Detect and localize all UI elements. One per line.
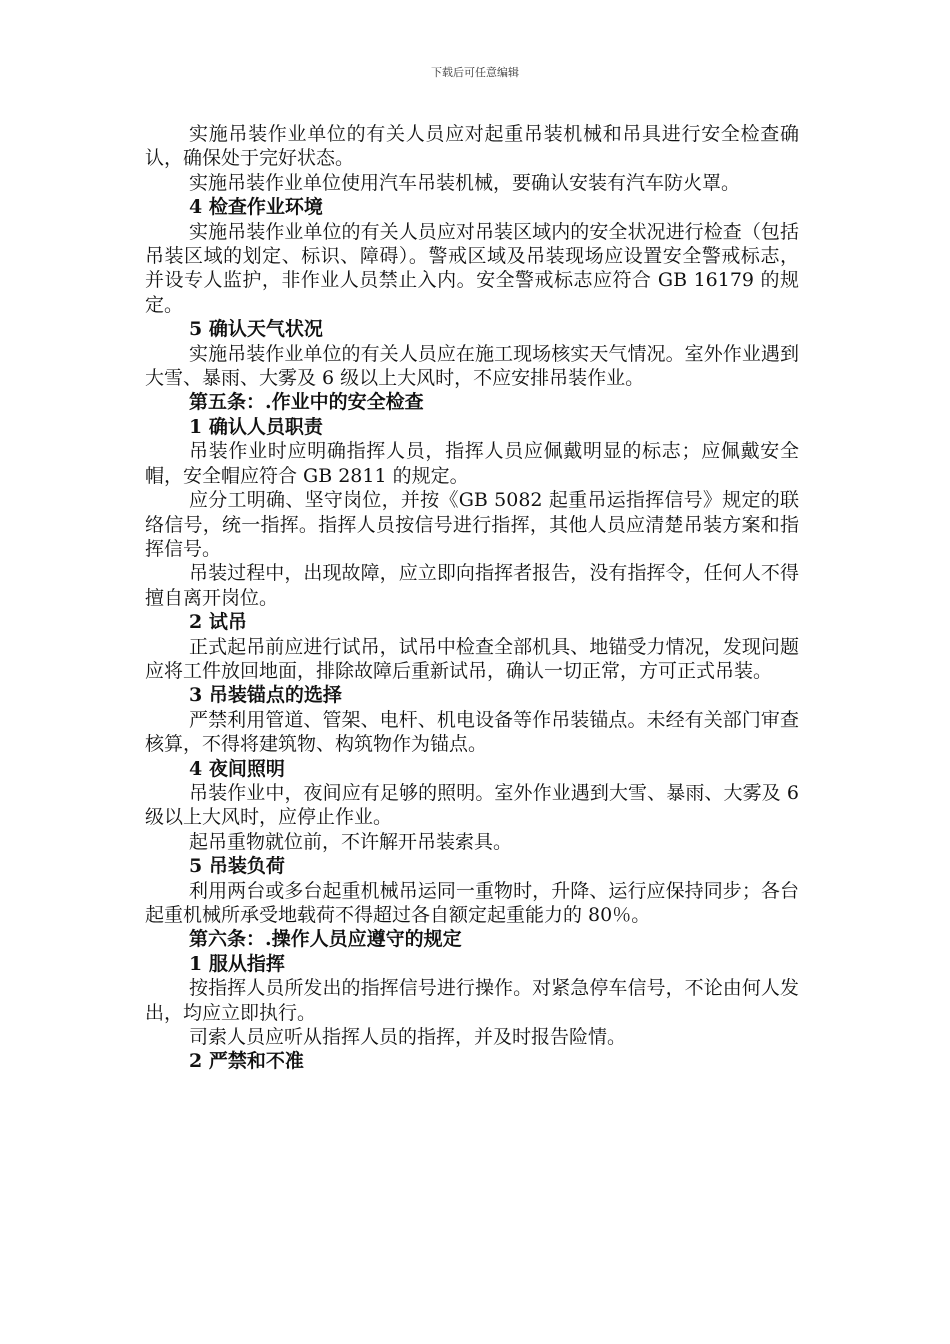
paragraph: 司索人员应听从指挥人员的指挥，并及时报告险情。 [189, 1026, 627, 1049]
section-heading: 4 夜间照明 [189, 757, 285, 780]
page-header: 下载后可任意编辑 [431, 66, 519, 79]
section-heading: 第六条：.操作人员应遵守的规定 [189, 928, 462, 951]
section-heading: 2 严禁和不准 [189, 1050, 304, 1073]
section-heading: 1 确认人员职责 [189, 415, 323, 438]
section-heading: 1 服从指挥 [189, 952, 285, 975]
paragraph: 吊装作业时应明确指挥人员，指挥人员应佩戴明显的标志；应佩戴安全帽，安全帽应符合 GB 2811 的规定。 [145, 440, 799, 487]
paragraph: 实施吊装作业单位的有关人员应在施工现场核实天气情况。室外作业遇到大雪、暴雨、大雾及 6 级以上大风时，不应安排吊装作业。 [145, 342, 799, 390]
paragraph: 正式起吊前应进行试吊，试吊中检查全部机具、地锚受力情况，发现问题应将工件放回地面，排除故障后重新试吊，确认一切正常，方可正式吊装。 [145, 635, 799, 682]
paragraph: 吊装作业中，夜间应有足够的照明。室外作业遇到大雪、暴雨、大雾及 6 级以上大风时，应停止作业。 [145, 781, 799, 829]
paragraph: 实施吊装作业单位的有关人员应对吊装区域内的安全状况进行检查（包括吊装区域的划定、标识、障碍）。警戒区域及吊装现场应设置安全警戒标志，并设专人监护，非作业人员禁止入内。安全警戒标志应符合 GB 16179 的规定。 [145, 220, 799, 316]
section-heading: 2 试吊 [189, 611, 247, 634]
paragraph: 严禁利用管道、管架、电杆、机电设备等作吊装锚点。未经有关部门审查核算，不得将建筑物、构筑物作为锚点。 [145, 708, 799, 756]
paragraph: 利用两台或多台起重机械吊运同一重物时，升降、运行应保持同步；各台起重机械所承受地载荷不得超过各自额定起重能力的 80％。 [145, 879, 799, 926]
section-heading: 4 检查作业环境 [189, 196, 323, 219]
paragraph: 实施吊装作业单位使用汽车吊装机械，要确认安装有汽车防火罩。 [189, 171, 741, 194]
section-heading: 5 确认天气状况 [189, 318, 323, 341]
section-heading: 第五条：.作业中的安全检查 [189, 391, 424, 414]
section-heading: 5 吊装负荷 [189, 855, 285, 878]
paragraph: 实施吊装作业单位的有关人员应对起重吊装机械和吊具进行安全检查确认，确保处于完好状态。 [145, 123, 799, 170]
paragraph: 起吊重物就位前，不许解开吊装索具。 [189, 830, 513, 853]
paragraph: 应分工明确、坚守岗位，并按《GB 5082 起重吊运指挥信号》规定的联络信号，统一指挥。指挥人员按信号进行指挥，其他人员应清楚吊装方案和指挥信号。 [145, 489, 799, 560]
paragraph: 按指挥人员所发出的指挥信号进行操作。对紧急停车信号，不论由何人发出，均应立即执行。 [145, 977, 799, 1024]
section-heading: 3 吊装锚点的选择 [189, 684, 342, 707]
paragraph: 吊装过程中，出现故障，应立即向指挥者报告，没有指挥令，任何人不得擅自离开岗位。 [145, 562, 799, 609]
document-body [145, 122, 799, 1074]
